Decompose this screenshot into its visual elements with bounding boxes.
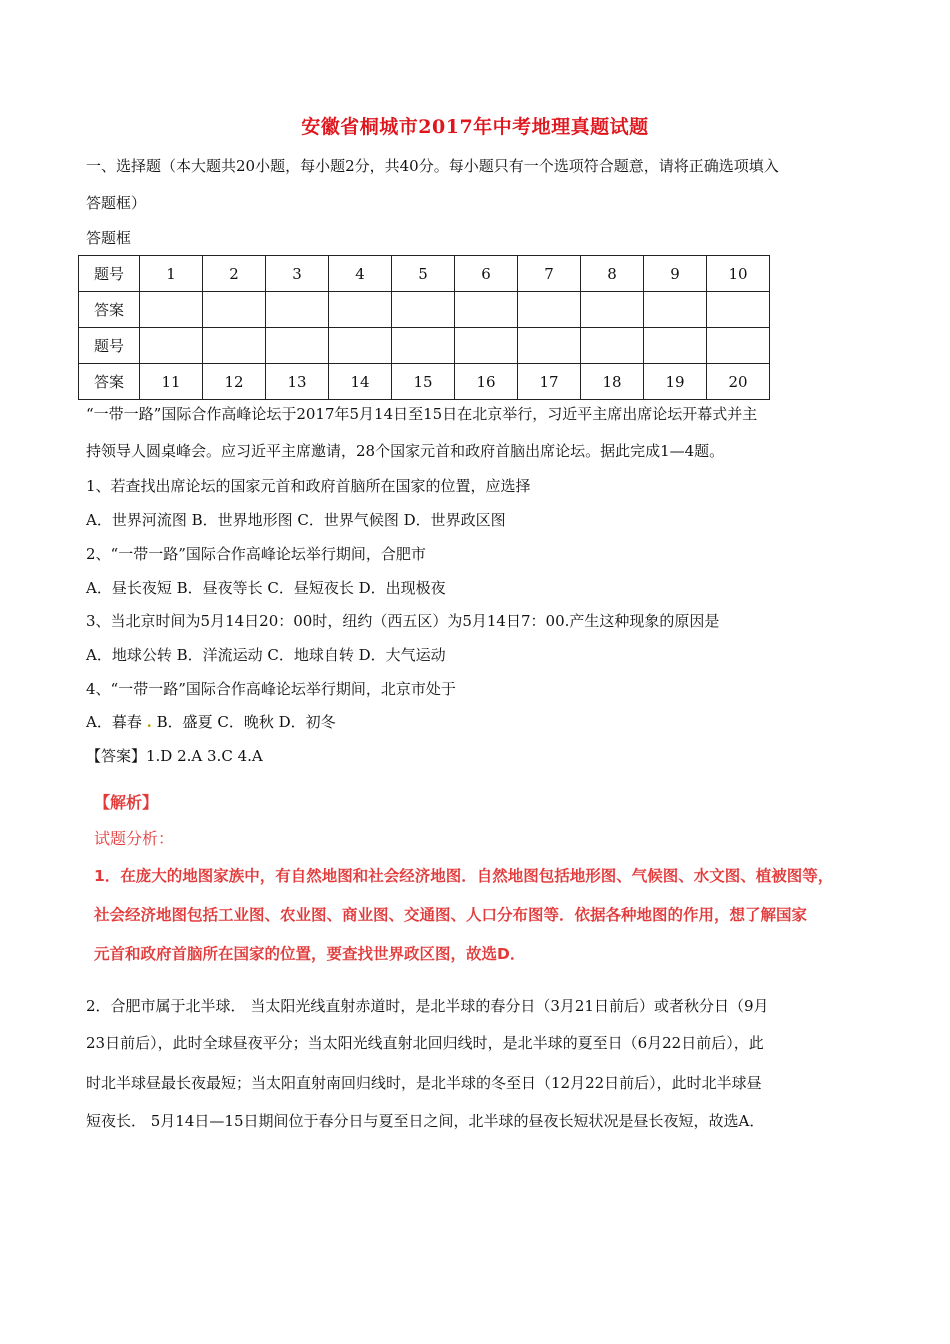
table-cell: 18 [581, 364, 644, 400]
question-4-options [86, 711, 336, 732]
table-cell: 13 [266, 364, 329, 400]
table-cell [140, 328, 203, 364]
analysis-p1-line1: 1．在庞大的地图家族中，有自然地图和社会经济地图．自然地图包括地形图、气候图、水文图、植被图等， [94, 867, 834, 885]
answer-box-label: 答题框 [86, 229, 132, 247]
analysis-p1-line3: 元首和政府首脑所在国家的位置，要查找世界政区图，故选D． [94, 945, 526, 963]
table-cell: 题号 [79, 256, 140, 292]
table-cell: 2 [203, 256, 266, 292]
question-2-options: A．昼长夜短 B．昼夜等长 C．昼短夜长 D．出现极夜 [86, 579, 446, 597]
table-cell: 1 [140, 256, 203, 292]
table-cell [518, 328, 581, 364]
table-cell: 14 [329, 364, 392, 400]
table-cell [392, 328, 455, 364]
table-cell [707, 292, 770, 328]
analysis-p2-line1: 2．合肥市属于北半球． 当太阳光线直射赤道时，是北半球的春分日（3月21日前后）或者秋分日（9月 [86, 997, 769, 1015]
table-cell [203, 328, 266, 364]
page-title: 安徽省桐城市2017年中考地理真题试题 [301, 116, 649, 138]
table-cell: 11 [140, 364, 203, 400]
analysis-p2-line2: 23日前后），此时全球昼夜平分；当太阳光线直射北回归线时，是北半球的夏至日（6月22日前后），此 [86, 1034, 764, 1052]
question-3-stem: 3、当北京时间为5月14日20：00时，纽约（西五区）为5月14日7：00.产生这种现象的原因是 [86, 612, 720, 630]
table-cell [518, 292, 581, 328]
table-cell [266, 292, 329, 328]
question-3-options: A．地球公转 B．洋流运动 C．地球自转 D．大气运动 [86, 646, 446, 664]
table-cell: 6 [455, 256, 518, 292]
table-cell [644, 328, 707, 364]
question-4-options-rest: B．盛夏 C．晚秋 D．初冬 [151, 713, 336, 731]
table-cell [140, 292, 203, 328]
table-cell [455, 292, 518, 328]
table-cell [203, 292, 266, 328]
question-4-option-a: A．暮春 [86, 713, 147, 731]
question-1-stem: 1、若查找出席论坛的国家元首和政府首脑所在国家的位置，应选择 [86, 477, 531, 495]
section-heading-line1: 一、选择题（本大题共20小题，每小题2分，共40分。每小题只有一个选项符合题意，请将正确选项填入 [86, 157, 779, 175]
analysis-p2-line4: 短夜长． 5月14日—15日期间位于春分日与夏至日之间，北半球的昼夜长短状况是昼长夜短，故选A． [86, 1112, 765, 1130]
table-row [79, 292, 770, 328]
table-cell: 20 [707, 364, 770, 400]
table-cell: 答案 [79, 364, 140, 400]
table-cell [455, 328, 518, 364]
table-cell: 15 [392, 364, 455, 400]
analysis-p1-line2: 社会经济地图包括工业图、农业图、商业图、交通图、人口分布图等．依据各种地图的作用，想了解国家 [94, 906, 808, 924]
table-cell: 答案 [79, 292, 140, 328]
analysis-sub: 试题分析： [94, 829, 175, 848]
table-cell: 10 [707, 256, 770, 292]
table-row [79, 364, 770, 400]
table-cell [329, 292, 392, 328]
table-cell: 7 [518, 256, 581, 292]
table-cell [329, 328, 392, 364]
table-cell [266, 328, 329, 364]
table-cell: 8 [581, 256, 644, 292]
table-cell: 17 [518, 364, 581, 400]
analysis-p2-line3: 时北半球昼最长夜最短；当太阳直射南回归线时，是北半球的冬至日（12月22日前后），此时北半球昼 [86, 1074, 762, 1092]
intro-line1: “一带一路”国际合作高峰论坛于2017年5月14日至15日在北京举行，习近平主席出席论坛开幕式并主 [86, 405, 758, 423]
table-cell: 5 [392, 256, 455, 292]
analysis-label: 【解析】 [94, 793, 159, 812]
question-4-stem: 4、“一带一路”国际合作高峰论坛举行期间，北京市处于 [86, 680, 456, 698]
table-cell: 12 [203, 364, 266, 400]
table-cell: 9 [644, 256, 707, 292]
table-cell: 16 [455, 364, 518, 400]
question-1-options: A．世界河流图 B．世界地形图 C．世界气候图 D．世界政区图 [86, 511, 506, 529]
answer-table [78, 255, 770, 400]
table-cell: 19 [644, 364, 707, 400]
table-row [79, 256, 770, 292]
answer-line: 【答案】1.D 2.A 3.C 4.A [86, 747, 263, 765]
stray-dot-mark: . [146, 713, 152, 731]
table-row [79, 328, 770, 364]
table-cell [392, 292, 455, 328]
table-cell: 3 [266, 256, 329, 292]
table-cell [581, 328, 644, 364]
table-cell: 题号 [79, 328, 140, 364]
table-cell [707, 328, 770, 364]
intro-line2: 持领导人圆桌峰会。应习近平主席邀请，28个国家元首和政府首脑出席论坛。据此完成1—4题。 [86, 442, 725, 460]
table-cell [644, 292, 707, 328]
question-2-stem: 2、“一带一路”国际合作高峰论坛举行期间，合肥市 [86, 545, 426, 563]
section-heading-line2: 答题框） [86, 194, 147, 212]
table-cell [581, 292, 644, 328]
table-cell: 4 [329, 256, 392, 292]
